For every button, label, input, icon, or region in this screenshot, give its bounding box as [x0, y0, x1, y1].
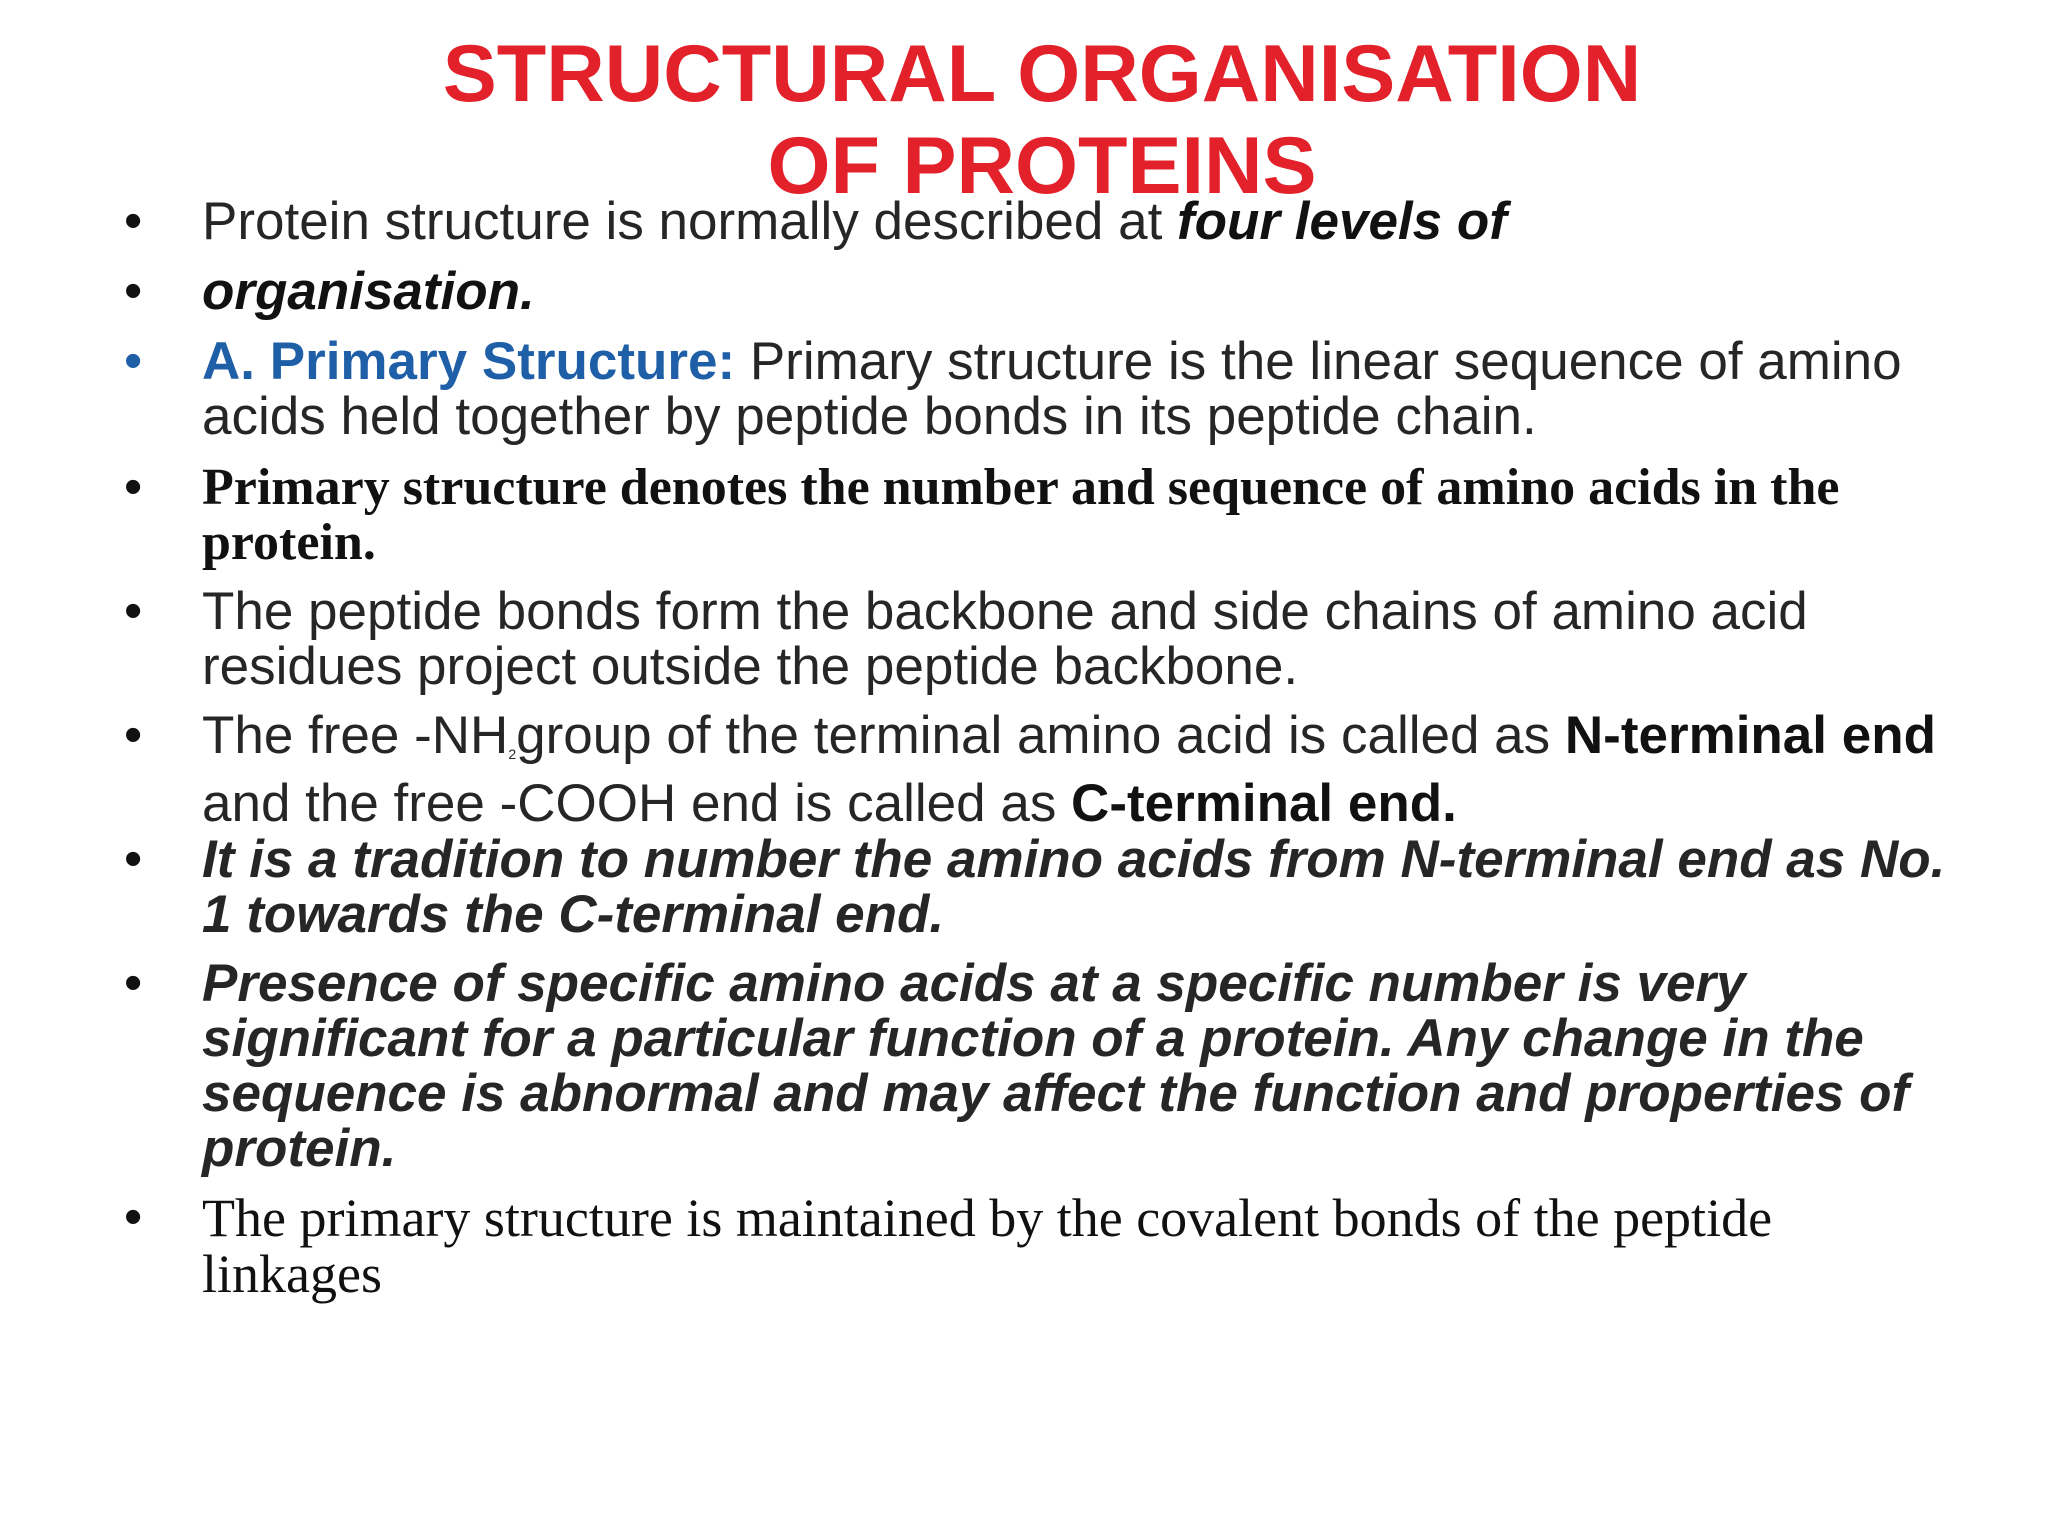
bullet-marker-9: •	[124, 1188, 143, 1246]
bullet-3-text: Primary structure is the linear sequence of amino acids held together by peptide bonds in its peptide chain.	[202, 332, 1902, 446]
bullet-item-5	[202, 584, 1982, 694]
bullet-1-emphasis: four levels of	[1177, 192, 1507, 251]
bullet-marker-8: •	[124, 954, 143, 1012]
bullet-marker-7: •	[124, 830, 143, 888]
c-terminal-end-term: C-terminal end.	[1071, 774, 1457, 833]
n-terminal-end-term: N-terminal end	[1564, 706, 1936, 765]
bullet-6-part-2: group of the terminal amino acid is called as	[516, 706, 1565, 765]
slide-title	[0, 28, 2048, 212]
bullet-9-text: The primary structure is maintained by the covalent bonds of the peptide linkages	[202, 1188, 1773, 1304]
bullet-7-text: It is a tradition to number the amino acids from N-terminal end as No. 1 towards the C-terminal end.	[202, 830, 1946, 944]
bullet-item-3	[202, 334, 1902, 444]
bullet-6-part-3: and the free -COOH end is called as	[202, 774, 1072, 833]
nh2-subscript: 2	[508, 746, 517, 762]
bullet-2-emphasis: organisation.	[202, 262, 535, 321]
bullet-item-8	[202, 956, 1932, 1176]
bullet-marker-4: •	[124, 458, 143, 516]
bullet-item-7	[202, 832, 1962, 942]
bullet-item-1	[202, 194, 2002, 249]
bullet-marker-2: •	[124, 262, 143, 320]
primary-structure-heading: A. Primary Structure:	[202, 332, 736, 391]
bullet-6-part-1: The free -NH	[202, 706, 509, 765]
bullet-item-2	[202, 264, 2002, 319]
bullet-marker-1: •	[124, 192, 143, 250]
bullet-item-6	[202, 708, 1962, 831]
bullet-marker-5: •	[124, 582, 143, 640]
bullet-5-text: The peptide bonds form the backbone and side chains of amino acid residues project outside the peptide backbone.	[202, 582, 1808, 696]
bullet-item-4	[202, 460, 1982, 570]
bullet-item-9	[202, 1190, 1902, 1302]
bullet-8-text: Presence of specific amino acids at a specific number is very significant for a particular function of a protein. Any change in the sequence is abnormal and may affect the function and properties of protein.	[202, 954, 1910, 1178]
bullet-4-text: Primary structure denotes the number and sequence of amino acids in the protein.	[202, 459, 1840, 571]
title-line-2: OF PROTEINS	[767, 121, 1317, 211]
title-line-1: STRUCTURAL ORGANISATION	[442, 29, 1642, 119]
bullet-marker-3: •	[124, 332, 143, 390]
bullet-1-text: Protein structure is normally described at	[202, 192, 1178, 251]
bullet-marker-6: •	[124, 706, 143, 764]
